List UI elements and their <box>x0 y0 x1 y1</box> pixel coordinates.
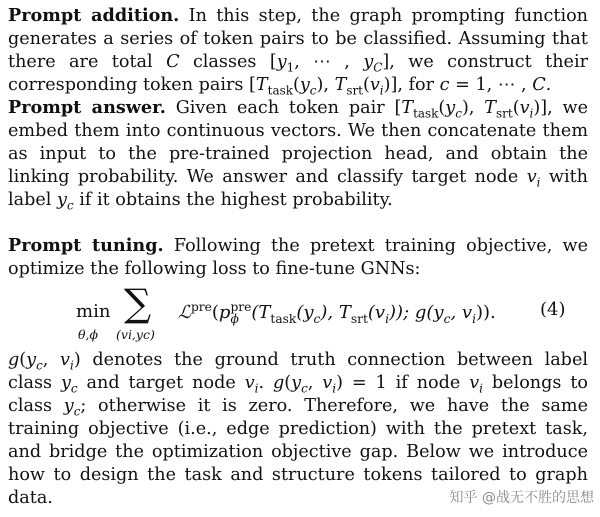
heading-prompt-tuning: Prompt tuning. <box>8 235 164 256</box>
min-subscript: θ,ϕ <box>78 327 99 342</box>
equation-number: (4) <box>540 299 566 320</box>
paragraph-prompt-answer: Prompt answer. Given each token pair [$T_{task}(y_c)$, $T_{srt}(v_i)$], we embed them into continuous vectors. We then concatenate them as input to the pre-trained projection head, and obtain the linking probability. We answer and classify target node $v_i$ with label $y_c$ if it obtains the highest probability. <box>8 97 588 213</box>
sum-subscript: (vi,yc) <box>116 327 155 342</box>
paragraph-prompt-addition: Prompt addition. In this step, the graph prompting function generates a series of token pairs to be classified. Assuming that there are total C classes [$y_1$, ⋯ , $y_C$], we construct their corresponding token pairs [$T_{task}(y_c)$, $T_{srt}(v_i)$], for c = 1, ⋯ , C. <box>8 5 588 98</box>
paragraph-ground-truth: $g(y_c$, $v_i$) denotes the ground truth connection between label class $y_c$ and target node $v_i$. $g(y_c$, $v_i) = 1$ if node $v_i$ belongs to class $y_c$; otherwise it is zero. Therefore, we have the same training objective (i.e., edge prediction) with the pretext task, and bridge the optimization objective gap. Below we introduce how to design the task and structure tokens tailored to graph data. <box>8 350 589 508</box>
heading-prompt-answer: Prompt answer. <box>8 97 166 118</box>
loss-expression: ℒ$^{pre}$(p pre ϕ ($T_{task}(y_c)$, $T_{srt}(v_i)$); $g(y_c$, $v_i$)). <box>178 300 496 327</box>
equation-4 <box>0 281 600 342</box>
min-operator: min <box>76 301 111 322</box>
heading-prompt-addition: Prompt addition. <box>8 5 180 26</box>
paragraph-prompt-tuning: Prompt tuning. Following the pretext training objective, we optimize the following loss to fine-tune GNNs: <box>8 235 588 279</box>
sum-operator: ∑ <box>124 281 152 325</box>
watermark: 知乎 @战无不胜的思想 <box>449 490 594 506</box>
